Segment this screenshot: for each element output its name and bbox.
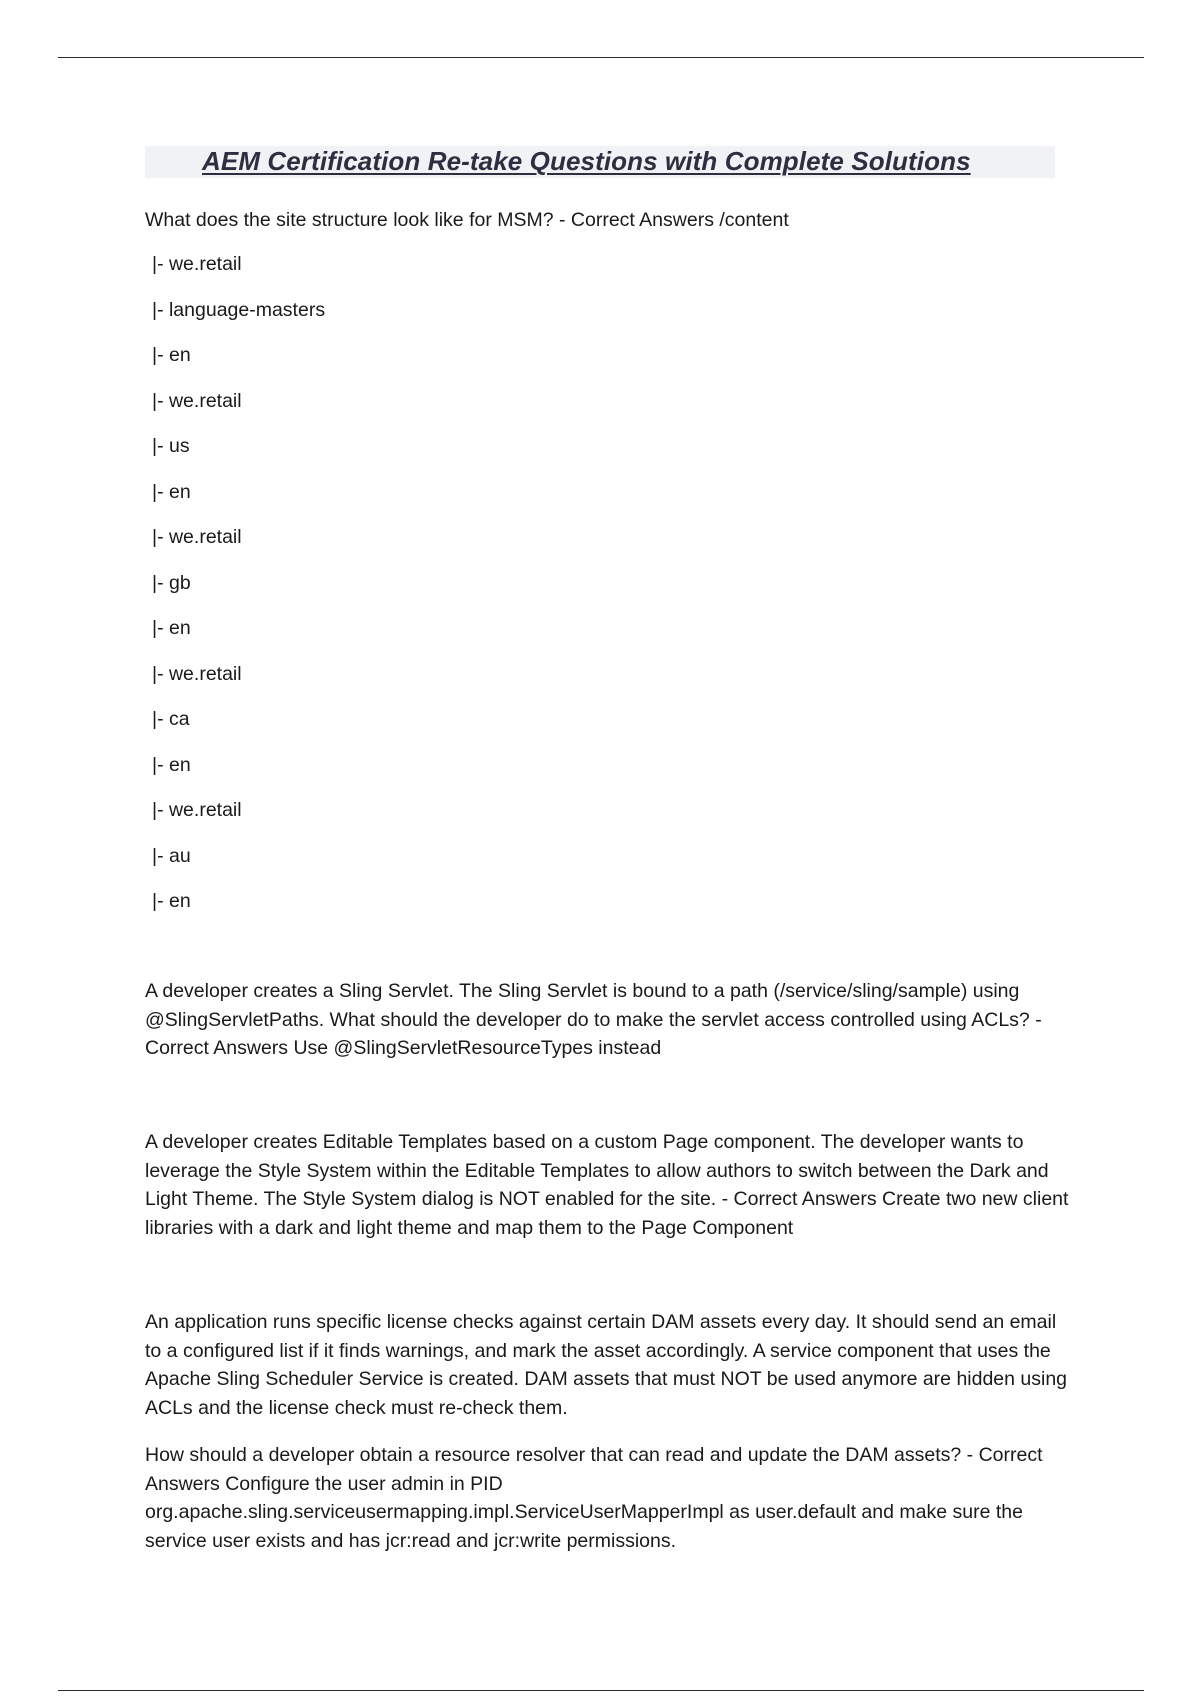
tree-item: |- en [152, 890, 191, 912]
tree-item: |- we.retail [152, 526, 242, 548]
question-sling-servlet: A developer creates a Sling Servlet. The Sling Servlet is bound to a path (/service/sling/sample) using @SlingServletPaths. What should the developer do to make the servlet access controlled using ACLs? - Correct Answers Use @SlingServletResourceTypes instead [145, 980, 1042, 1059]
question-license-check: An application runs specific license checks against certain DAM assets every day. It should send an email to a configured list if it finds warnings, and mark the asset accordingly. A service component that uses the Apache Sling Scheduler Service is created. DAM assets that must NOT be used anymore are hidden using ACLs and the license check must re-check them. [145, 1311, 1068, 1419]
question-msm-structure: What does the site structure look like for MSM? - Correct Answers /content [145, 209, 789, 231]
tree-item: |- we.retail [152, 390, 242, 412]
document-title: AEM Certification Re-take Questions with Complete Solutions [202, 146, 971, 176]
tree-item: |- we.retail [152, 253, 242, 275]
tree-item: |- language-masters [152, 299, 326, 321]
tree-item: |- au [152, 845, 191, 867]
tree-item: |- ca [152, 708, 190, 730]
tree-item: |- en [152, 344, 191, 366]
tree-item: |- en [152, 617, 191, 639]
question-style-system: A developer creates Editable Templates based on a custom Page component. The developer wants to leverage the Style System within the Editable Templates to allow authors to switch between the Dark and Light Theme. The Style System dialog is NOT enabled for the site. - Correct Answers Create two new client libraries with a dark and light theme and map them to the Page Component [145, 1131, 1069, 1239]
tree-item: |- we.retail [152, 799, 242, 821]
tree-item: |- en [152, 754, 191, 776]
tree-item: |- us [152, 435, 190, 457]
question-resource-resolver: How should a developer obtain a resource resolver that can read and update the DAM assets? - Correct Answers Configure the user admin in PID org.apache.sling.serviceusermapping.impl.ServiceUserMapperImpl as user.default and make sure the service user exists and has jcr:read and jcr:write permissions. [145, 1444, 1043, 1552]
footer-rule [58, 1690, 1144, 1691]
header-rule [58, 57, 1144, 58]
tree-item: |- gb [152, 572, 191, 594]
tree-item: |- we.retail [152, 663, 242, 685]
tree-item: |- en [152, 481, 191, 503]
